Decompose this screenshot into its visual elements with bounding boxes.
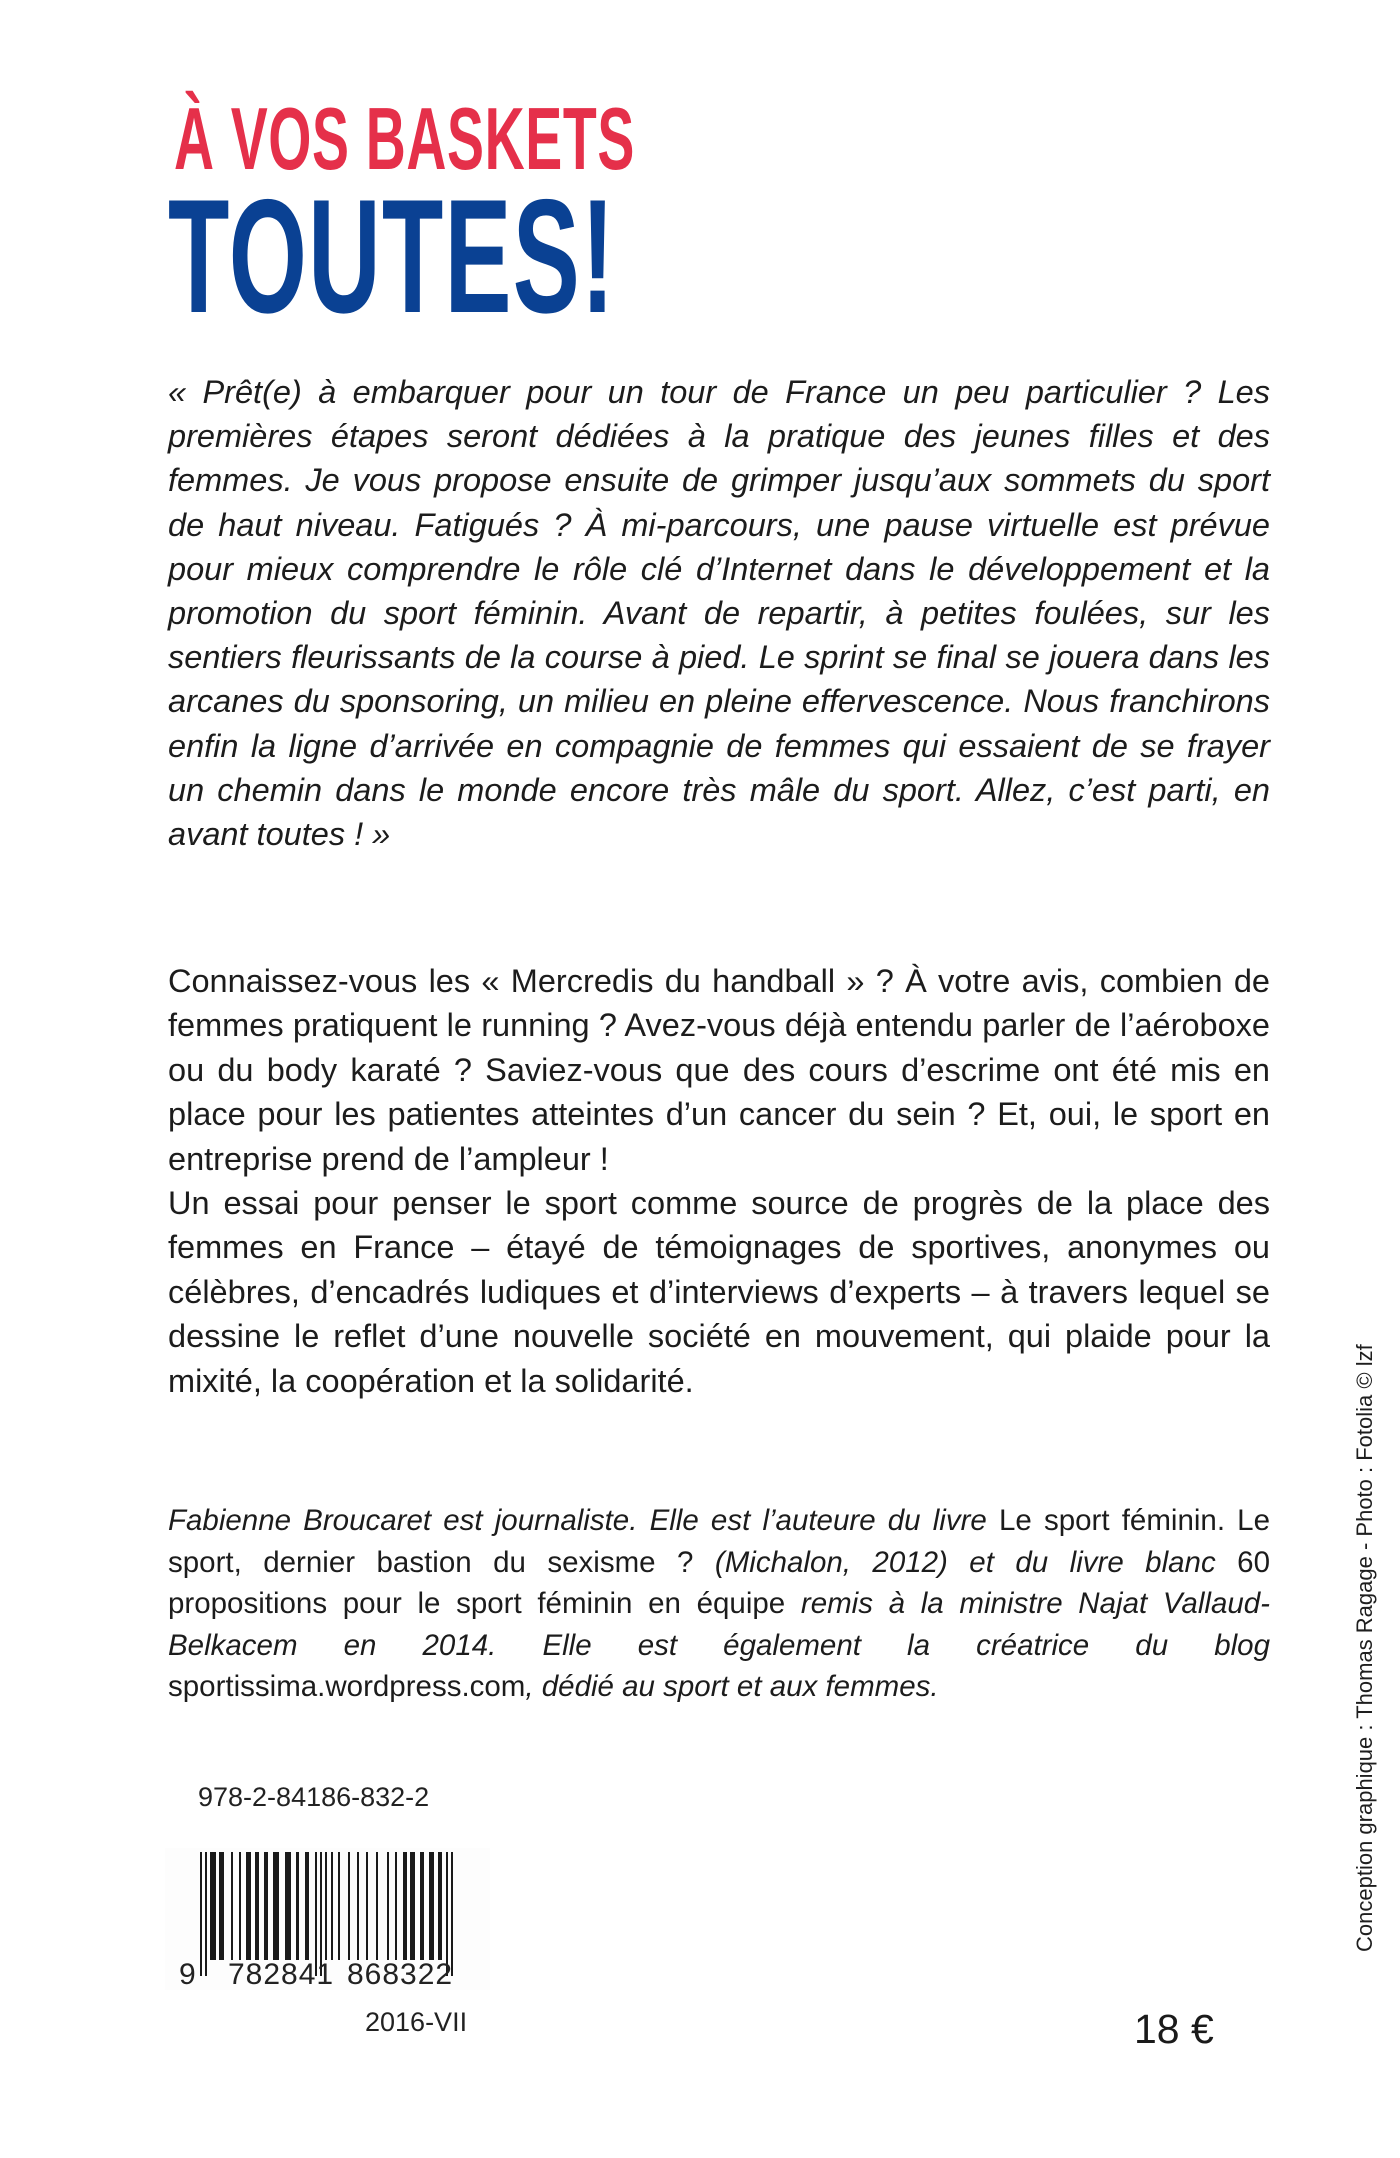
title-line-2: TOUTES! <box>168 166 616 347</box>
bio-segment: sportissima.wordpress.com <box>168 1670 526 1703</box>
bio-segment: 60 propositions pour le sport féminin en équipe <box>168 1545 1270 1620</box>
title-line-1: À VOS BASKETS <box>174 89 636 188</box>
bio-segment: Fabienne Broucaret est journaliste. Elle est l’auteure du livre <box>168 1504 999 1537</box>
barcode-digits-left: 782841 <box>228 1958 335 1990</box>
price: 18 € <box>1134 2006 1214 2052</box>
teaser-questions: Connaissez-vous les « Mercredis du handball » ? À votre avis, combien de femmes pratiquent le running ? Avez-vous déjà entendu parler de l’aéroboxe ou du body karaté ? Saviez-vous que des cours d’escrime ont été mis en place pour les patientes atteintes d’un cancer du sein ? Et, oui, le sport en entreprise prend de l’ampleur ! <box>168 963 1270 1177</box>
barcode-bars-icon <box>165 1848 490 1990</box>
bio-segment: (Michalon, 2012) et du livre blanc <box>714 1545 1238 1579</box>
bio-segment: remis à la ministre Najat Vallaud-Belkacem en 2014. Elle est également la créatrice du blog <box>168 1587 1270 1662</box>
teaser-block <box>168 959 1270 1403</box>
teaser-summary: Un essai pour penser le sport comme source de progrès de la place des femmes en France – étayé de témoignages de sportives, anonymes ou célèbres, d’encadrés ludiques et d’interviews d’experts – à travers lequel se dessine le reflet d’une nouvelle société en mouvement, qui plaide pour la mixité, la coopération et la solidarité. <box>168 1185 1270 1399</box>
bio-segment: , dédié au sport et aux femmes. <box>525 1670 939 1703</box>
back-cover-quote: « Prêt(e) à embarquer pour un tour de France un peu particulier ? Les premières étapes seront dédiées à la pratique des jeunes filles et des femmes. Je vous propose ensuite de grimper jusqu’aux sommets du sport de haut niveau. Fatigués ? À mi-parcours, une pause virtuelle est prévue pour mieux comprendre le rôle clé d’Internet dans le développement et la promotion du sport féminin. Avant de repartir, à petites foulées, sur les sentiers fleurissants de la course à pied. Le sprint se final se jouera dans les arcanes du sponsoring, un milieu en pleine effervescence. Nous franchirons enfin la ligne d’arrivée en compagnie de femmes qui essaient de se frayer un chemin dans le monde encore très mâle du sport. Allez, c’est parti, en avant toutes ! » <box>168 374 1270 853</box>
edition-code: 2016-VII <box>365 2007 468 2037</box>
barcode-digits-right: 868322 <box>347 1958 454 1990</box>
author-bio <box>168 1500 1270 1708</box>
design-photo-credit: Conception graphique : Thomas Ragage - Photo : Fotolia © lzf <box>1352 1344 1377 1952</box>
isbn-number: 978-2-84186-832-2 <box>198 1782 430 1812</box>
bio-segment: Le sport féminin. Le sport, dernier bastion du sexisme ? <box>168 1504 1270 1579</box>
barcode-digit-first: 9 <box>179 1958 196 1990</box>
barcode <box>165 1848 490 1990</box>
